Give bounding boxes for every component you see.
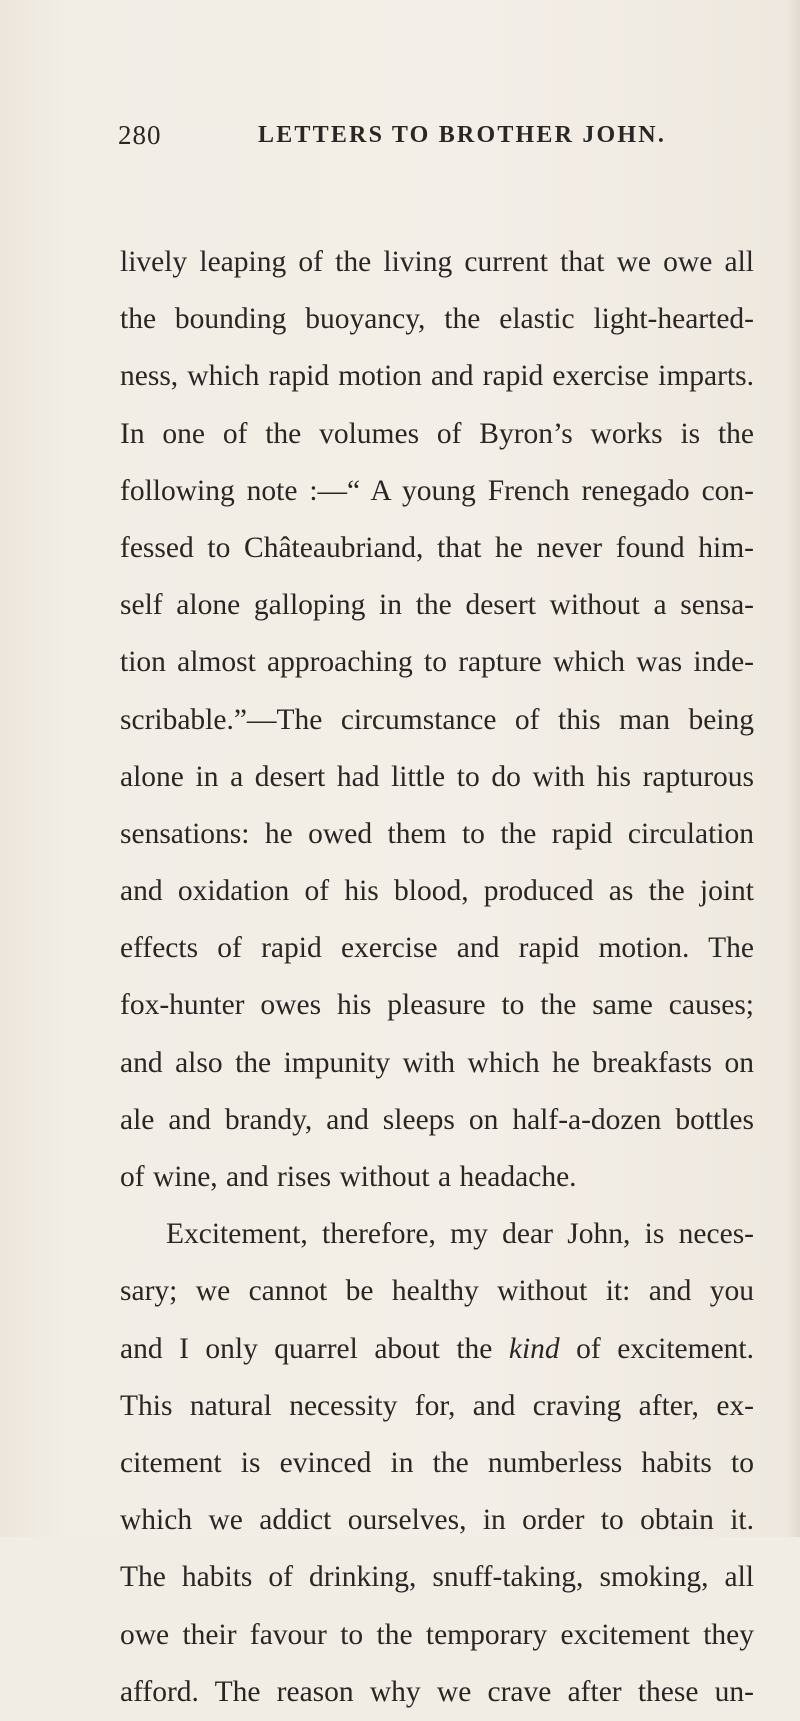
text-line: and I only quarrel about the kind of excitement. <box>120 1332 754 1365</box>
text-line: afford. The reason why we crave after these un- <box>120 1675 754 1708</box>
text-line: citement is evinced in the numberless habits to <box>120 1446 754 1479</box>
text-line: the bounding buoyancy, the elastic light-hearted- <box>120 303 754 336</box>
text-line: and also the impunity with which he breakfasts on <box>120 1046 754 1079</box>
text-line: alone in a desert had little to do with his rapturous <box>120 760 754 793</box>
text-line: scribable.”—The circumstance of this man being <box>120 703 754 736</box>
text-line: which we addict ourselves, in order to obtain it. <box>120 1504 754 1537</box>
text-line: ness, which rapid motion and rapid exercise imparts. <box>120 360 754 393</box>
text-line: tion almost approaching to rapture which was inde- <box>120 646 754 679</box>
text-line: lively leaping of the living current that we owe all <box>120 246 754 278</box>
text-line: effects of rapid exercise and rapid motion. The <box>120 932 754 965</box>
text-line: sensations: he owed them to the rapid circulation <box>120 817 754 850</box>
page-edge-shadow <box>786 0 800 1537</box>
text-line: fox-hunter owes his pleasure to the same causes; <box>120 989 754 1022</box>
text-line: owe their favour to the temporary excitement they <box>120 1618 754 1651</box>
text-line: The habits of drinking, snuff-taking, smoking, all <box>120 1561 754 1594</box>
page-number: 280 <box>118 120 162 150</box>
emphasis-word: kind <box>508 1332 560 1365</box>
text-line: In one of the volumes of Byron’s works is the <box>120 417 754 450</box>
running-head <box>0 120 800 160</box>
paragraph-start-line: Excitement, therefore, my dear John, is neces- <box>166 1218 754 1251</box>
text-line: ale and brandy, and sleeps on half-a-dozen bottles <box>120 1103 754 1136</box>
text-line: This natural necessity for, and craving after, ex- <box>120 1389 754 1422</box>
body-text <box>120 234 754 1721</box>
text-line: sary; we cannot be healthy without it: and you <box>120 1275 754 1308</box>
text-line: following note :—“ A young French renegado con- <box>120 474 754 507</box>
text-line: fessed to Châteaubriand, that he never found him- <box>120 531 754 564</box>
running-title: LETTERS TO BROTHER JOHN. <box>258 122 667 148</box>
text-line: and oxidation of his blood, produced as the joint <box>120 875 754 908</box>
text-line: self alone galloping in the desert without a sensa- <box>120 589 754 622</box>
paragraph-end-line: of wine, and rises without a headache. <box>120 1161 577 1193</box>
